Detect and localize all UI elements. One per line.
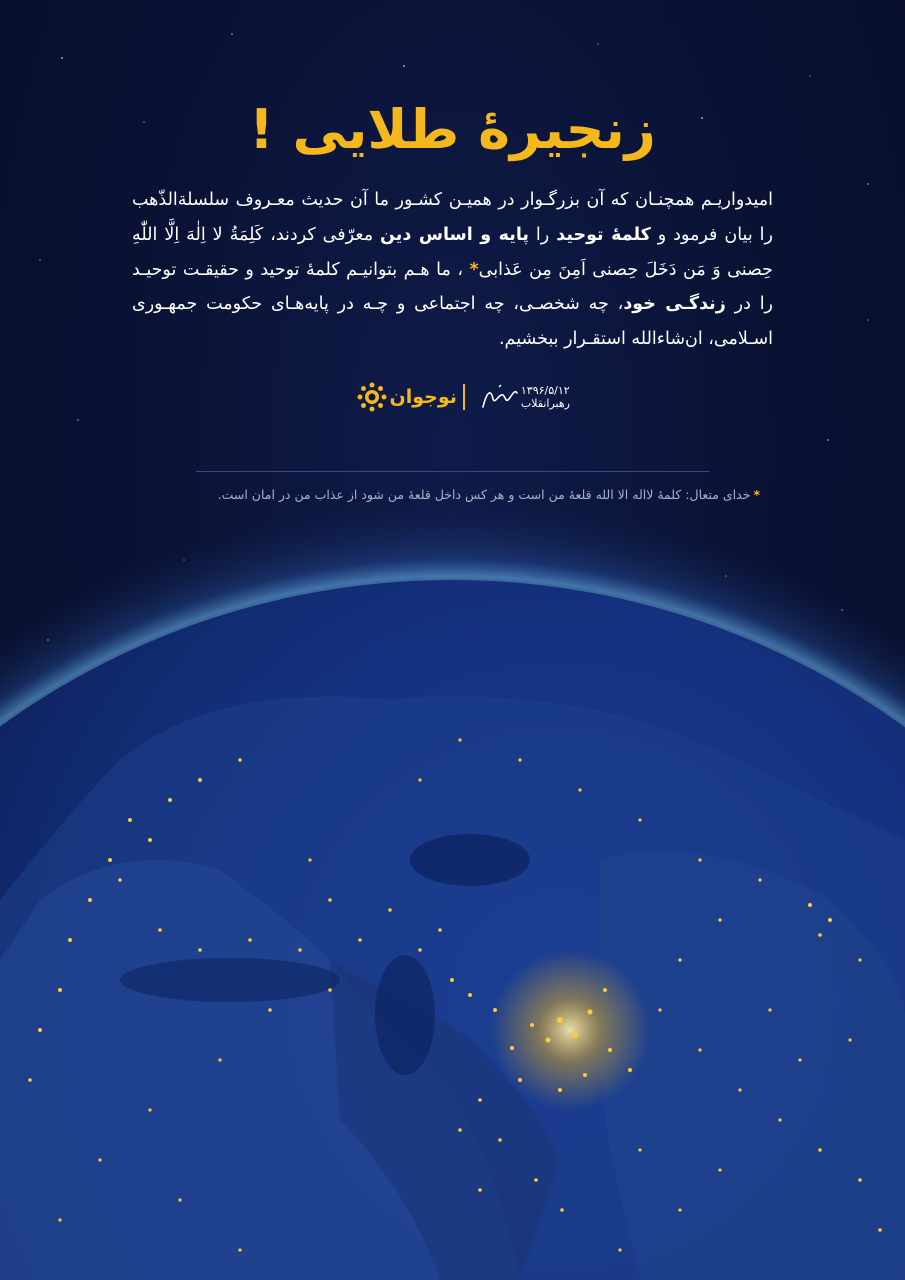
handwritten-signature	[479, 381, 521, 413]
footnote	[120, 487, 760, 502]
quote-text-part: امیدواریـم همچنـان که آن بزرگـوار در همیـن کشـور ما آن حدیث معـروف سلسلة‌الذّهب را بیان فرمود و	[132, 190, 773, 245]
quote-bold-phrase: کلمهٔ توحید	[556, 224, 651, 245]
page-title: زنجیرهٔ طلایی !	[249, 98, 656, 161]
quote-body	[132, 183, 773, 357]
logo-text: نوجوان	[389, 386, 457, 408]
quote-text-part: ، ما هـم بتوانیـم کلمهٔ توحید و حقیقـت توحیـد را در	[132, 259, 774, 315]
footnote-marker: *	[753, 487, 760, 502]
quote-bold-phrase: پایه و اساس دین	[380, 224, 529, 245]
signature-row	[340, 374, 570, 420]
signature-role: رهبرانقلاب	[520, 397, 570, 410]
footnote-marker: *	[469, 259, 479, 280]
divider-line	[196, 471, 709, 472]
sun-emblem-icon	[357, 382, 387, 412]
quote-text-part: را	[528, 224, 557, 245]
quote-text-part: ، چه شخصـی، چه اجتماعی و چـه در پایه‌هـای حکومت جمهـوری اسـلامی، ان‌شاءالله استقـرار ببخشیم.	[132, 294, 773, 350]
signature-meta	[521, 384, 570, 410]
quote-text-part: معرّفی کردند، کَلِمَةُ لا اِلٰهَ اِلَّا اللّٰهِ حِصنی وَ مَن دَخَلَ حِصنی اَمِنَ مِن عَذابی	[132, 224, 773, 280]
signature-date: ۱۳۹۶/۵/۱۲	[520, 384, 570, 397]
brand-logo	[357, 382, 457, 412]
footnote-text: خدای متعال: کلمهٔ لااله الا الله قلعهٔ من است و هر کس داخل قلعهٔ من شود از عذاب من در امان است.	[217, 487, 751, 502]
quote-bold-phrase: زندگـی خود	[623, 294, 726, 315]
signature-divider	[463, 384, 465, 410]
